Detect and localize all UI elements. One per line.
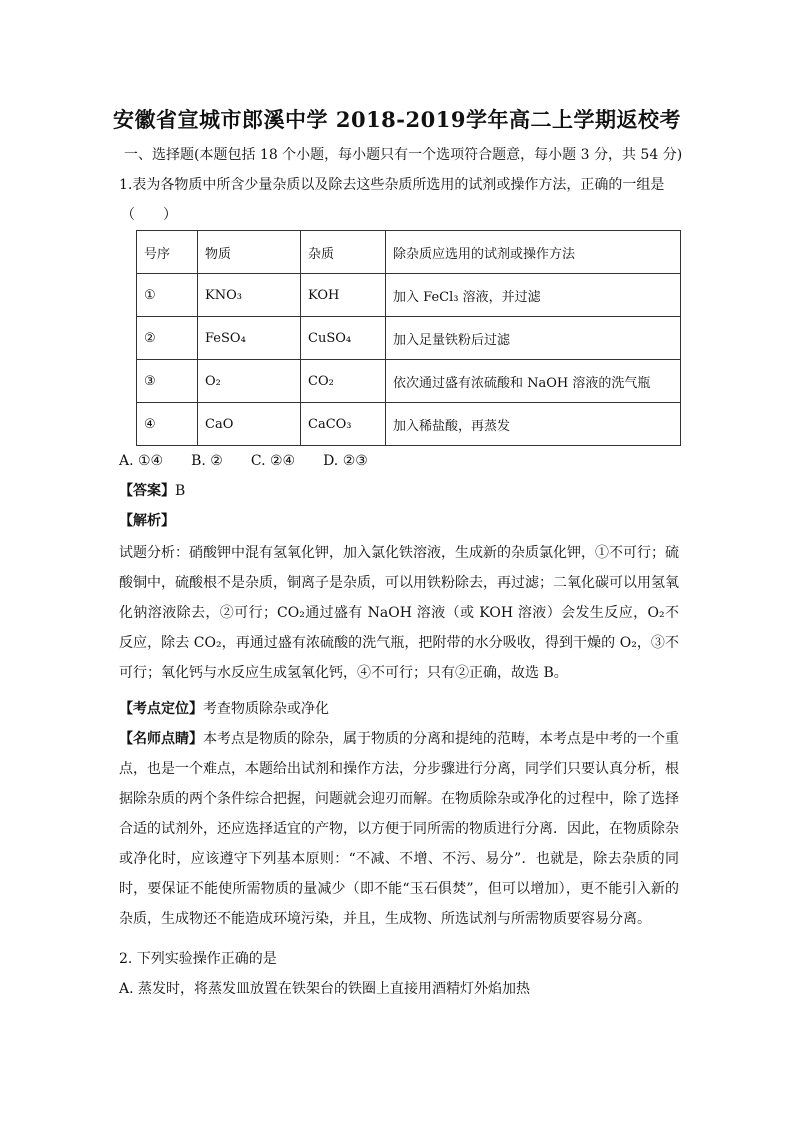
analysis-paragraph: 试题分析：硝酸钾中混有氢氧化钾，加入氯化铁溶液，生成新的杂质氯化钾，①不可行；硫酸铜中，硫酸根不是杂质，铜离子是杂质，可以用铁粉除去，再过滤；二氧化碳可以用氢氧化钠溶液除去，②可行；CO₂通过盛有 NaOH 溶液（或 KOH 溶液）会发生反应，O₂不反应，除去 CO₂，再通过盛有浓硫酸的洗气瓶，把附带的水分吸收，得到干燥的 O₂，③不可行；氧化钙与水反应生成氢氧化钙，④不可行；只有②正确，故选 B。 bbox=[119, 545, 679, 681]
table-cell: O₂ bbox=[198, 360, 301, 403]
impurity-table bbox=[136, 230, 681, 446]
table-cell: 依次通过盛有浓硫酸和 NaOH 溶液的洗气瓶 bbox=[386, 360, 681, 403]
table-cell: KOH bbox=[301, 274, 386, 317]
answer-value: B bbox=[175, 483, 186, 499]
analysis-heading: 【解析】 bbox=[119, 513, 175, 529]
table-cell: CuSO₄ bbox=[301, 317, 386, 360]
table-cell: CaO bbox=[198, 403, 301, 446]
page-title: 安徽省宣城市郎溪中学 2018-2019学年高二上学期返校考 bbox=[113, 107, 681, 132]
table-cell: ① bbox=[137, 274, 198, 317]
table-cell: 加入足量铁粉后过滤 bbox=[386, 317, 681, 360]
answer-label: 【答案】 bbox=[119, 483, 175, 499]
header-cell: 物质 bbox=[198, 231, 301, 274]
table-cell: 加入稀盐酸，再蒸发 bbox=[386, 403, 681, 446]
table-cell: ④ bbox=[137, 403, 198, 446]
question-2-stem: 2. 下列实验操作正确的是 bbox=[119, 951, 277, 967]
table-row bbox=[137, 317, 681, 360]
table-cell: FeSO₄ bbox=[198, 317, 301, 360]
header-cell: 杂质 bbox=[301, 231, 386, 274]
table-header-row bbox=[137, 231, 681, 274]
section-heading: 一、选择题(本题包括 18 个小题，每小题只有一个选项符合题意，每小题 3 分，共 54 分) bbox=[124, 147, 683, 163]
table-row bbox=[137, 403, 681, 446]
kaodian-text: 考查物质除杂或净化 bbox=[203, 701, 329, 717]
table-cell: CO₂ bbox=[301, 360, 386, 403]
mingshi-paragraph bbox=[119, 724, 679, 934]
table-row bbox=[137, 274, 681, 317]
question-2-option-a: A. 蒸发时，将蒸发皿放置在铁架台的铁圈上直接用酒精灯外焰加热 bbox=[119, 981, 531, 997]
answer-line bbox=[119, 481, 185, 501]
table-cell: ③ bbox=[137, 360, 198, 403]
header-cell: 号序 bbox=[137, 231, 198, 274]
kaodian-line bbox=[119, 699, 329, 719]
header-cell: 除杂质应选用的试剂或操作方法 bbox=[386, 231, 681, 274]
mingshi-text: 本考点是物质的除杂，属于物质的分离和提纯的范畴，本考点是中考的一个重点，也是一个难点，本题给出试剂和操作方法，分步骤进行分离，同学们只要认真分析，根据除杂质的两个条件综合把握，问题就会迎刃而解。在物质除杂或净化的过程中，除了选择合适的试剂外，还应选择适宜的产物，以方便于同所需的物质进行分离．因此，在物质除杂或净化时，应该遵守下列基本原则：“不减、不增、不污、易分”．也就是，除去杂质的同时，要保证不能使所需物质的量减少（即不能“玉石俱焚”，但可以增加），更不能引入新的杂质，生成物还不能造成环境污染，并且，生成物、所选试剂与所需物质要容易分离。 bbox=[119, 731, 679, 927]
table-cell: ② bbox=[137, 317, 198, 360]
table-row bbox=[137, 360, 681, 403]
analysis-label bbox=[119, 511, 175, 531]
table-cell: CaCO₃ bbox=[301, 403, 386, 446]
question-1-answer-blank: （ ） bbox=[121, 207, 177, 223]
question-1-stem: 1.表为各物质中所含少量杂质以及除去这些杂质所选用的试剂或操作方法，正确的一组是 bbox=[119, 177, 665, 193]
table-cell: KNO₃ bbox=[198, 274, 301, 317]
question-1-options: A. ①④ B. ② C. ②④ D. ②③ bbox=[119, 453, 368, 469]
mingshi-label: 【名师点睛】 bbox=[119, 731, 203, 747]
table-cell: 加入 FeCl₃ 溶液，并过滤 bbox=[386, 274, 681, 317]
kaodian-label: 【考点定位】 bbox=[119, 701, 203, 717]
